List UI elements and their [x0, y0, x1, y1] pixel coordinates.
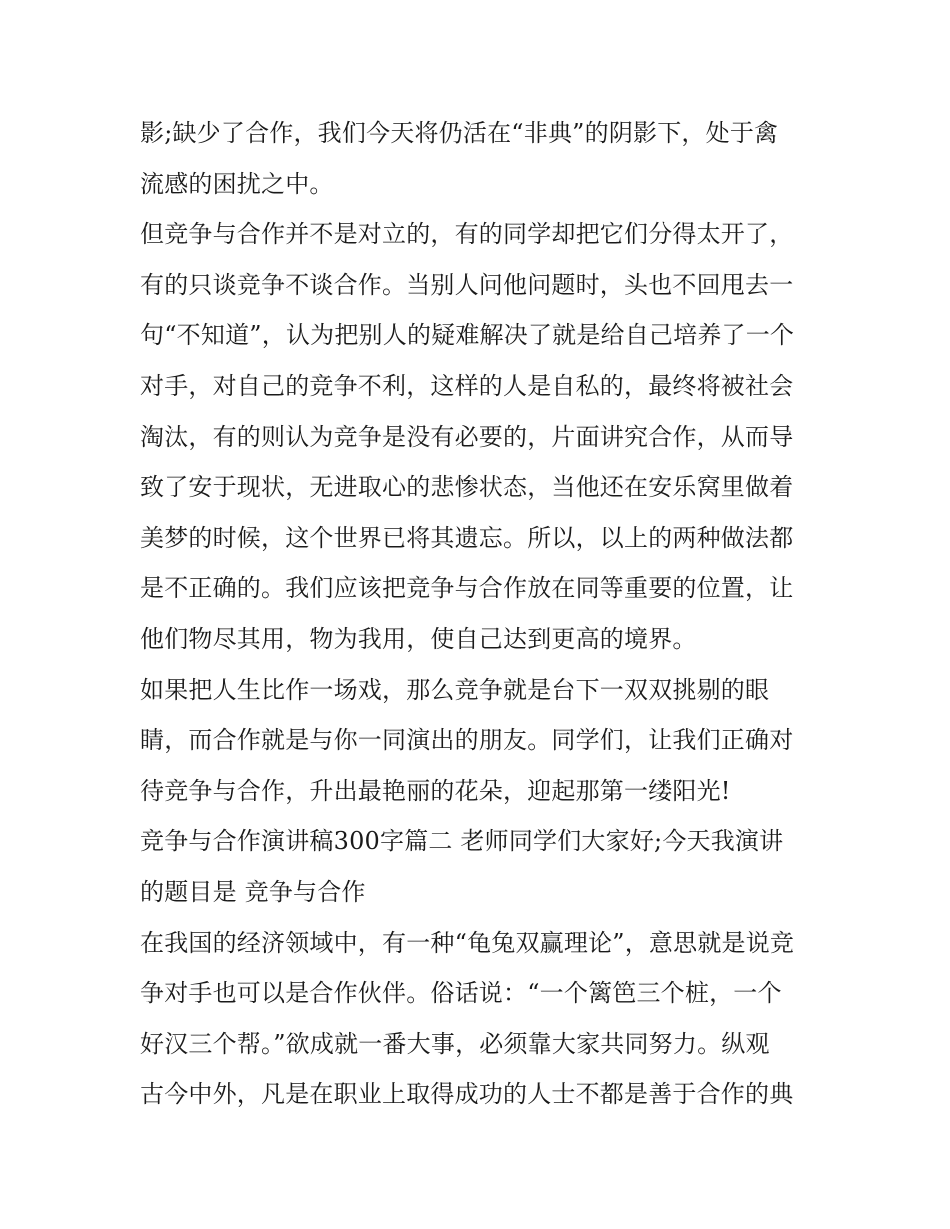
text-line: 在我国的经济领域中，有一种“龟兔双赢理论”，意思就是说竞	[140, 928, 795, 957]
section-heading-line: 的题目是 竞争与合作	[140, 877, 366, 906]
text-line: 他们物尽其用，物为我用，使自己达到更高的境界。	[140, 624, 697, 653]
text-line: 古今中外，凡是在职业上取得成功的人士不都是善于合作的典	[140, 1080, 794, 1109]
text-line: 对手，对自己的竞争不利，这样的人是自私的，最终将被社会	[140, 371, 794, 400]
text-line: 句“不知道”，认为把别人的疑难解决了就是给自己培养了一个	[140, 321, 795, 350]
text-line: 流感的困扰之中。	[140, 169, 334, 198]
text-line: 美梦的时候，这个世界已将其遗忘。所以，以上的两种做法都	[140, 523, 794, 552]
text-line: 好汉三个帮。”欲成就一番大事，必须靠大家共同努力。纵观	[140, 1029, 770, 1058]
text-line: 睛，而合作就是与你一同演出的朋友。同学们，让我们正确对	[140, 726, 794, 755]
text-line: 但竞争与合作并不是对立的，有的同学却把它们分得太开了，	[140, 220, 794, 249]
text-line: 是不正确的。我们应该把竞争与合作放在同等重要的位置，让	[140, 574, 794, 603]
text-line: 致了安于现状，无进取心的悲惨状态，当他还在安乐窝里做着	[140, 473, 794, 502]
text-line: 争对手也可以是合作伙伴。俗话说：“一个篱笆三个桩，一个	[140, 979, 782, 1008]
text-line: 有的只谈竞争不谈合作。当别人问他问题时，头也不回甩去一	[140, 270, 794, 299]
text-line: 待竞争与合作，升出最艳丽的花朵，迎起那第一缕阳光!	[140, 776, 731, 805]
text-line: 淘汰，有的则认为竞争是没有必要的，片面讲究合作，从而导	[140, 422, 794, 451]
section-heading-line: 竞争与合作演讲稿300字篇二 老师同学们大家好;今天我演讲	[140, 827, 784, 856]
text-line: 影;缺少了合作，我们今天将仍活在“非典”的阴影下，处于禽	[140, 119, 779, 147]
text-line: 如果把人生比作一场戏，那么竞争就是台下一双双挑剔的眼	[140, 675, 770, 704]
body-text	[140, 108, 820, 1120]
